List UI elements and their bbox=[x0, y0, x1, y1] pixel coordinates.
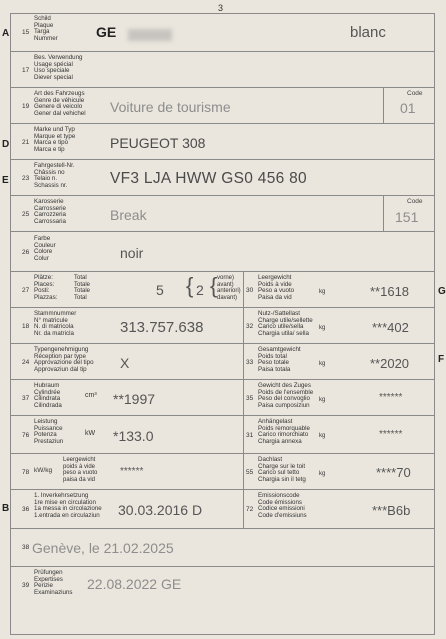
field-number: 37 bbox=[22, 395, 30, 402]
plate-color: blanc bbox=[350, 24, 386, 41]
divider bbox=[243, 454, 244, 489]
field-label: Karosserie Carrosserie Carrozzeria Carrossaria bbox=[34, 198, 66, 225]
field-label: 1. Inverkehrsetzung 1re mise en circulation 1a messa in circolazione 1.entrada en circulaziun bbox=[34, 492, 102, 519]
row-seats-empty-weight bbox=[10, 272, 435, 308]
field-label: Gesamtgewicht Poids total Peso totale Paisa totala bbox=[258, 346, 301, 373]
row-power-ratio-roof-load bbox=[10, 454, 435, 490]
body-code: 151 bbox=[395, 209, 419, 225]
field-number: 78 bbox=[22, 469, 30, 476]
field-label: Leergewicht Poids à vide Peso a vuoto Paisa da vid bbox=[258, 274, 295, 301]
power-value: *133.0 bbox=[113, 428, 154, 444]
row-vehicle-type bbox=[10, 88, 435, 124]
side-letter-a: A bbox=[2, 28, 10, 39]
emission-code-value: ***B6b bbox=[372, 503, 411, 518]
field-label: Leistung Puissance Potenza Prestaziun bbox=[34, 418, 64, 445]
field-label: Fahrgestell-Nr. Châssis no Telaio n. Schassis nr. bbox=[34, 162, 75, 189]
field-number: 27 bbox=[22, 287, 30, 294]
type-approval-value: X bbox=[120, 355, 130, 371]
field-label: Emissionscode Code émissions Codice emissioni Code d'emissiuns bbox=[258, 492, 307, 519]
divider bbox=[243, 380, 244, 415]
field-number: 25 bbox=[22, 211, 30, 218]
field-number: 55 bbox=[246, 469, 254, 476]
field-label: Anhängelast Poids remorquable Carico rimorchiato Chargia annexa bbox=[258, 418, 310, 445]
row-power-towing bbox=[10, 416, 435, 454]
row-plate bbox=[10, 13, 435, 52]
row-color bbox=[10, 232, 435, 272]
side-letter-b: B bbox=[2, 503, 10, 514]
field-label: Schild Plaque Targa Nummer bbox=[34, 15, 58, 42]
make-model-value: PEUGEOT 308 bbox=[110, 135, 206, 151]
empty-weight-label: Leergewicht poids à vide peso a vuoto paisa da vid bbox=[63, 457, 98, 483]
field-number: 24 bbox=[22, 359, 30, 366]
displacement-value: **1997 bbox=[113, 391, 156, 407]
page-number: 3 bbox=[218, 3, 224, 13]
vehicle-type-code: 01 bbox=[400, 100, 416, 116]
field-number: 35 bbox=[246, 395, 254, 402]
field-label: Bes. Verwendung Usage spécial Uso speciale Diever special bbox=[34, 54, 83, 81]
side-letter-f: F bbox=[438, 354, 445, 365]
field-number: 18 bbox=[22, 323, 30, 330]
field-label: Plätze: Places: Posti: Plazzas: bbox=[34, 274, 58, 301]
seats-front-value: 2 bbox=[196, 282, 204, 298]
total-weight-value: **2020 bbox=[370, 356, 410, 371]
divider bbox=[243, 272, 244, 307]
row-first-registration-emissions bbox=[10, 490, 435, 529]
chassis-value: VF3 LJA HWW GS0 456 80 bbox=[110, 170, 307, 187]
unit-label: kW bbox=[85, 430, 96, 437]
field-label: kW/kg bbox=[34, 467, 53, 474]
row-body bbox=[10, 196, 435, 232]
field-label: Dachlast Charge sur le toit Carico sul tetto Chargia sin il tetg bbox=[258, 456, 306, 483]
field-number: 31 bbox=[246, 432, 254, 439]
row-issue-place-date bbox=[10, 529, 435, 567]
field-number: 19 bbox=[22, 103, 30, 110]
field-label: Hubraum Cylindrée Cilindrata Cilindrada bbox=[34, 382, 62, 409]
unit-label: kg bbox=[319, 361, 326, 367]
field-number: 36 bbox=[22, 506, 30, 513]
side-letter-d: D bbox=[2, 139, 10, 150]
plate-canton: GE bbox=[96, 24, 117, 40]
field-number: 17 bbox=[22, 67, 30, 74]
vehicle-type-value: Voiture de tourisme bbox=[110, 99, 231, 115]
field-number: 39 bbox=[22, 582, 30, 589]
field-number: 38 bbox=[22, 544, 30, 551]
row-make-model bbox=[10, 124, 435, 160]
code-label: Code bbox=[407, 198, 423, 205]
seats-total-label: Total Totale Totale Total bbox=[74, 275, 91, 301]
field-number: 23 bbox=[22, 175, 30, 182]
first-registration-value: 30.03.2016 D bbox=[118, 502, 203, 518]
roof-load-value: ****70 bbox=[376, 465, 411, 480]
field-label: Marke und Typ Marque et type Marca e tipo Marca e tip bbox=[34, 126, 76, 153]
field-number: 21 bbox=[22, 139, 30, 146]
divider bbox=[243, 308, 244, 343]
divider bbox=[243, 490, 244, 528]
side-letter-g: G bbox=[438, 286, 446, 297]
color-value: noir bbox=[120, 245, 144, 261]
field-label: Stammnummer N° matricule N. di matricola Nr. da matricla bbox=[34, 310, 77, 337]
row-matricule-payload bbox=[10, 308, 435, 344]
unit-label: cm³ bbox=[85, 392, 97, 399]
train-weight-value: ****** bbox=[379, 392, 403, 403]
empty-weight-value: **1618 bbox=[370, 284, 410, 299]
side-letter-e: E bbox=[2, 175, 9, 186]
field-label: Art des Fahrzeugs Genre de véhicule Genere di veicolo Gener dal vehichel bbox=[34, 90, 86, 117]
inspection-value: 22.08.2022 GE bbox=[87, 576, 182, 592]
field-number: 30 bbox=[246, 287, 254, 294]
plate-number-redacted bbox=[128, 26, 172, 44]
code-label: Code bbox=[407, 90, 423, 97]
divider bbox=[243, 416, 244, 453]
field-number: 26 bbox=[22, 249, 30, 256]
brace-open: { bbox=[186, 273, 194, 298]
unit-label: kg bbox=[319, 289, 326, 295]
field-label: Gewicht des Zuges Poids de l'ensemble Peso del convoglio Paisa cumposiziun bbox=[258, 382, 314, 409]
row-type-approval-total-weight bbox=[10, 344, 435, 380]
unit-label: kg bbox=[319, 471, 326, 477]
seats-front-label: vorne) avant) anteriori) davant) bbox=[217, 275, 241, 301]
field-number: 72 bbox=[246, 506, 254, 513]
field-label: Typengenehmigung Réception par type Approvazione del tipo Approvaziun dal tip bbox=[34, 346, 94, 373]
unit-label: kg bbox=[319, 325, 326, 331]
brace-close: { bbox=[210, 273, 218, 298]
unit-label: kg bbox=[319, 397, 326, 403]
unit-label: kg bbox=[319, 433, 326, 439]
field-number: 15 bbox=[22, 29, 30, 36]
row-special-usage bbox=[10, 52, 435, 88]
divider bbox=[383, 88, 384, 123]
power-ratio-value: ****** bbox=[120, 466, 144, 477]
row-chassis bbox=[10, 160, 435, 196]
body-value: Break bbox=[110, 207, 147, 223]
field-label: Farbe Couleur Colore Colur bbox=[34, 235, 56, 262]
row-displacement-train-weight bbox=[10, 380, 435, 416]
row-inspections bbox=[10, 567, 435, 603]
divider bbox=[383, 196, 384, 231]
divider bbox=[243, 344, 244, 379]
issue-place-date-value: Genève, le 21.02.2025 bbox=[32, 540, 174, 556]
payload-value: ***402 bbox=[372, 320, 409, 335]
field-number: 33 bbox=[246, 359, 254, 366]
towing-value: ****** bbox=[379, 429, 403, 440]
field-number: 76 bbox=[22, 432, 30, 439]
field-number: 32 bbox=[246, 323, 254, 330]
field-label: Nutz-/Sattellast Charge utile/sellette Carico utile/sella Chargia utila/ sella bbox=[258, 310, 313, 337]
field-label: Prüfungen Expertises Perizie Examinaziuns bbox=[34, 569, 73, 596]
seats-total-value: 5 bbox=[156, 282, 164, 298]
matricule-value: 313.757.638 bbox=[120, 319, 204, 336]
